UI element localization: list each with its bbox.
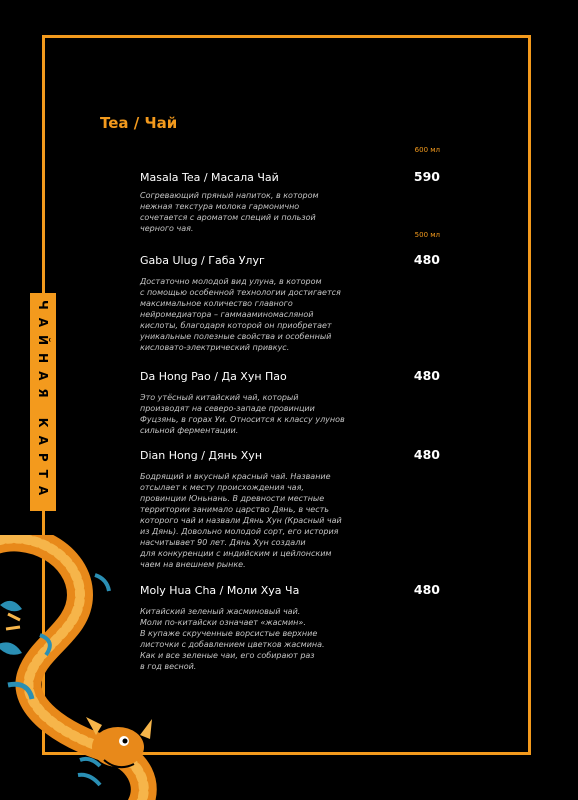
item-price: 480 <box>413 447 440 462</box>
item-name: Moly Hua Cha / Моли Хуа Ча <box>140 584 300 597</box>
item-description: Это утёсный китайский чай, который производят на северо-западе провинции Фуцзянь, в горах Уи. Относится к классу улунов сильной ферментации. <box>140 393 345 435</box>
side-label: ЧАЙНАЯ КАРТА <box>36 300 50 504</box>
item-description: Китайский зеленый жасминовый чай. Моли по-китайски означает «жасмин». В купаже скрученные ворсистые верхние листочки с добавлением цветков жасмина. Как и все зеленые чаи, его собирают раз в год весной. <box>140 607 325 671</box>
item-price: 590 <box>413 169 440 184</box>
item-description: Бодрящий и вкусный красный чай. Название отсылает к месту происхождения чая, провинции Юньнань. В древности местные территории занимало царство Дянь, в честь которого чай и назвали Дянь Хун (Красный чай из Дянь). Довольно молодой сорт, его история насчитывает 90 лет. Дянь Хун создали для конкуренции с индийским и цейлонским чаем на внешнем рынке. <box>140 472 342 569</box>
side-label-tab <box>30 293 56 511</box>
volume-label-600: 600 мл <box>414 146 440 154</box>
item-name: Masala Tea / Масала Чай <box>140 171 279 184</box>
item-price: 480 <box>413 252 440 267</box>
item-price: 480 <box>413 582 440 597</box>
item-description: Достаточно молодой вид улуна, в котором с помощью особенной технологии достигается максимальное количество главного нейромедиатора – гаммааминомасляной кислоты, благодаря которой он приобретает уникальные полезные свойства и особенный кисловато-электрический привкус. <box>140 277 341 352</box>
item-price: 480 <box>413 368 440 383</box>
menu-item <box>140 169 440 234</box>
menu-item <box>140 582 440 672</box>
item-description: Согревающий пряный напиток, в котором нежная текстура молока гармонично сочетается с ароматом специй и пользой черного чая. <box>140 191 319 233</box>
section-title: Tea / Чай <box>100 114 178 132</box>
dragon-illustration <box>0 535 170 800</box>
item-name: Dian Hong / Дянь Хун <box>140 449 263 462</box>
menu-item <box>140 252 440 353</box>
item-name: Da Hong Pao / Да Хун Пао <box>140 370 287 383</box>
item-name: Gaba Ulug / Габа Улуг <box>140 254 265 267</box>
menu-item <box>140 368 440 436</box>
menu-item <box>140 447 440 570</box>
volume-label-500: 500 мл <box>414 231 440 239</box>
